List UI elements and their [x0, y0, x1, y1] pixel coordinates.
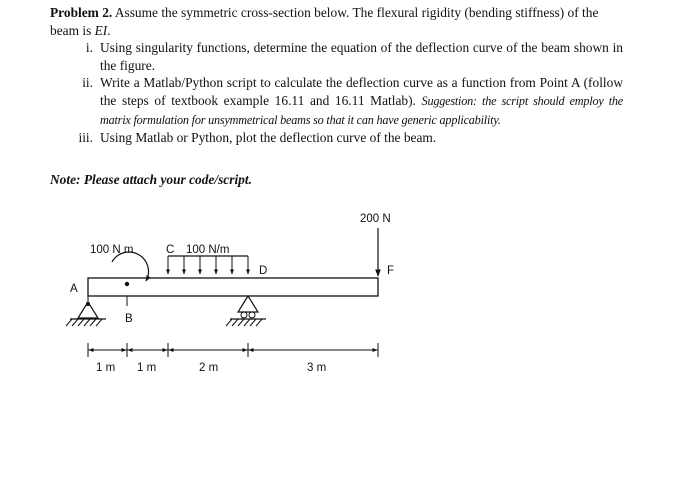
item-suggestion: Suggestion: the script should employ the matrix formulation for unsymmetrical beams so that it can have generic applicability. [100, 93, 623, 127]
item-text: Using singularity functions, determine the equation of the deflection curve of the beam shown in the figure. [100, 40, 623, 73]
problem-heading: Problem 2. [50, 5, 113, 20]
item-number: ii. [82, 75, 93, 91]
dimension-line [88, 343, 378, 357]
problem-block [50, 4, 625, 147]
label-200n: 200 N [360, 213, 391, 225]
intro-text: Assume the symmetric cross-section below. The flexural rigidity (bending stiffness) of the beam is [50, 5, 599, 38]
intro-ei: EI [94, 22, 108, 38]
intro-end: . [107, 22, 111, 38]
dim-1m-b: 1 m [137, 362, 157, 374]
item-text: Write a Matlab/Python script to calculate the deflection curve as a function from Point A (follow the steps of textbook example 16.11 and 16.11 Matlab). [100, 75, 623, 108]
note: Note: Please attach your code/script. [50, 172, 252, 187]
moment-100nm [112, 252, 148, 286]
label-point-f: F [387, 265, 395, 277]
problem-list [50, 39, 625, 147]
label-point-b: B [125, 313, 133, 325]
dim-3m: 3 m [307, 362, 327, 374]
label-point-d: D [259, 265, 268, 277]
beam [88, 278, 378, 296]
label-dist-load: 100 N/m [186, 244, 230, 256]
problem-intro [50, 4, 625, 39]
problem-item [50, 74, 625, 129]
item-number: i. [85, 40, 93, 56]
problem-item [50, 129, 625, 147]
distributed-load [168, 256, 248, 274]
label-moment: 100 N m [90, 244, 134, 256]
label-point-a: A [70, 283, 78, 295]
dim-2m: 2 m [199, 362, 219, 374]
item-number: iii. [78, 130, 93, 146]
item-text: Using Matlab or Python, plot the deflection curve of the beam. [100, 130, 437, 146]
item-body [100, 74, 623, 129]
roller-support [226, 296, 266, 326]
problem-item [50, 39, 625, 74]
label-point-c: C [166, 244, 175, 256]
pin-support-a [66, 296, 106, 326]
dim-1m-a: 1 m [96, 362, 116, 374]
